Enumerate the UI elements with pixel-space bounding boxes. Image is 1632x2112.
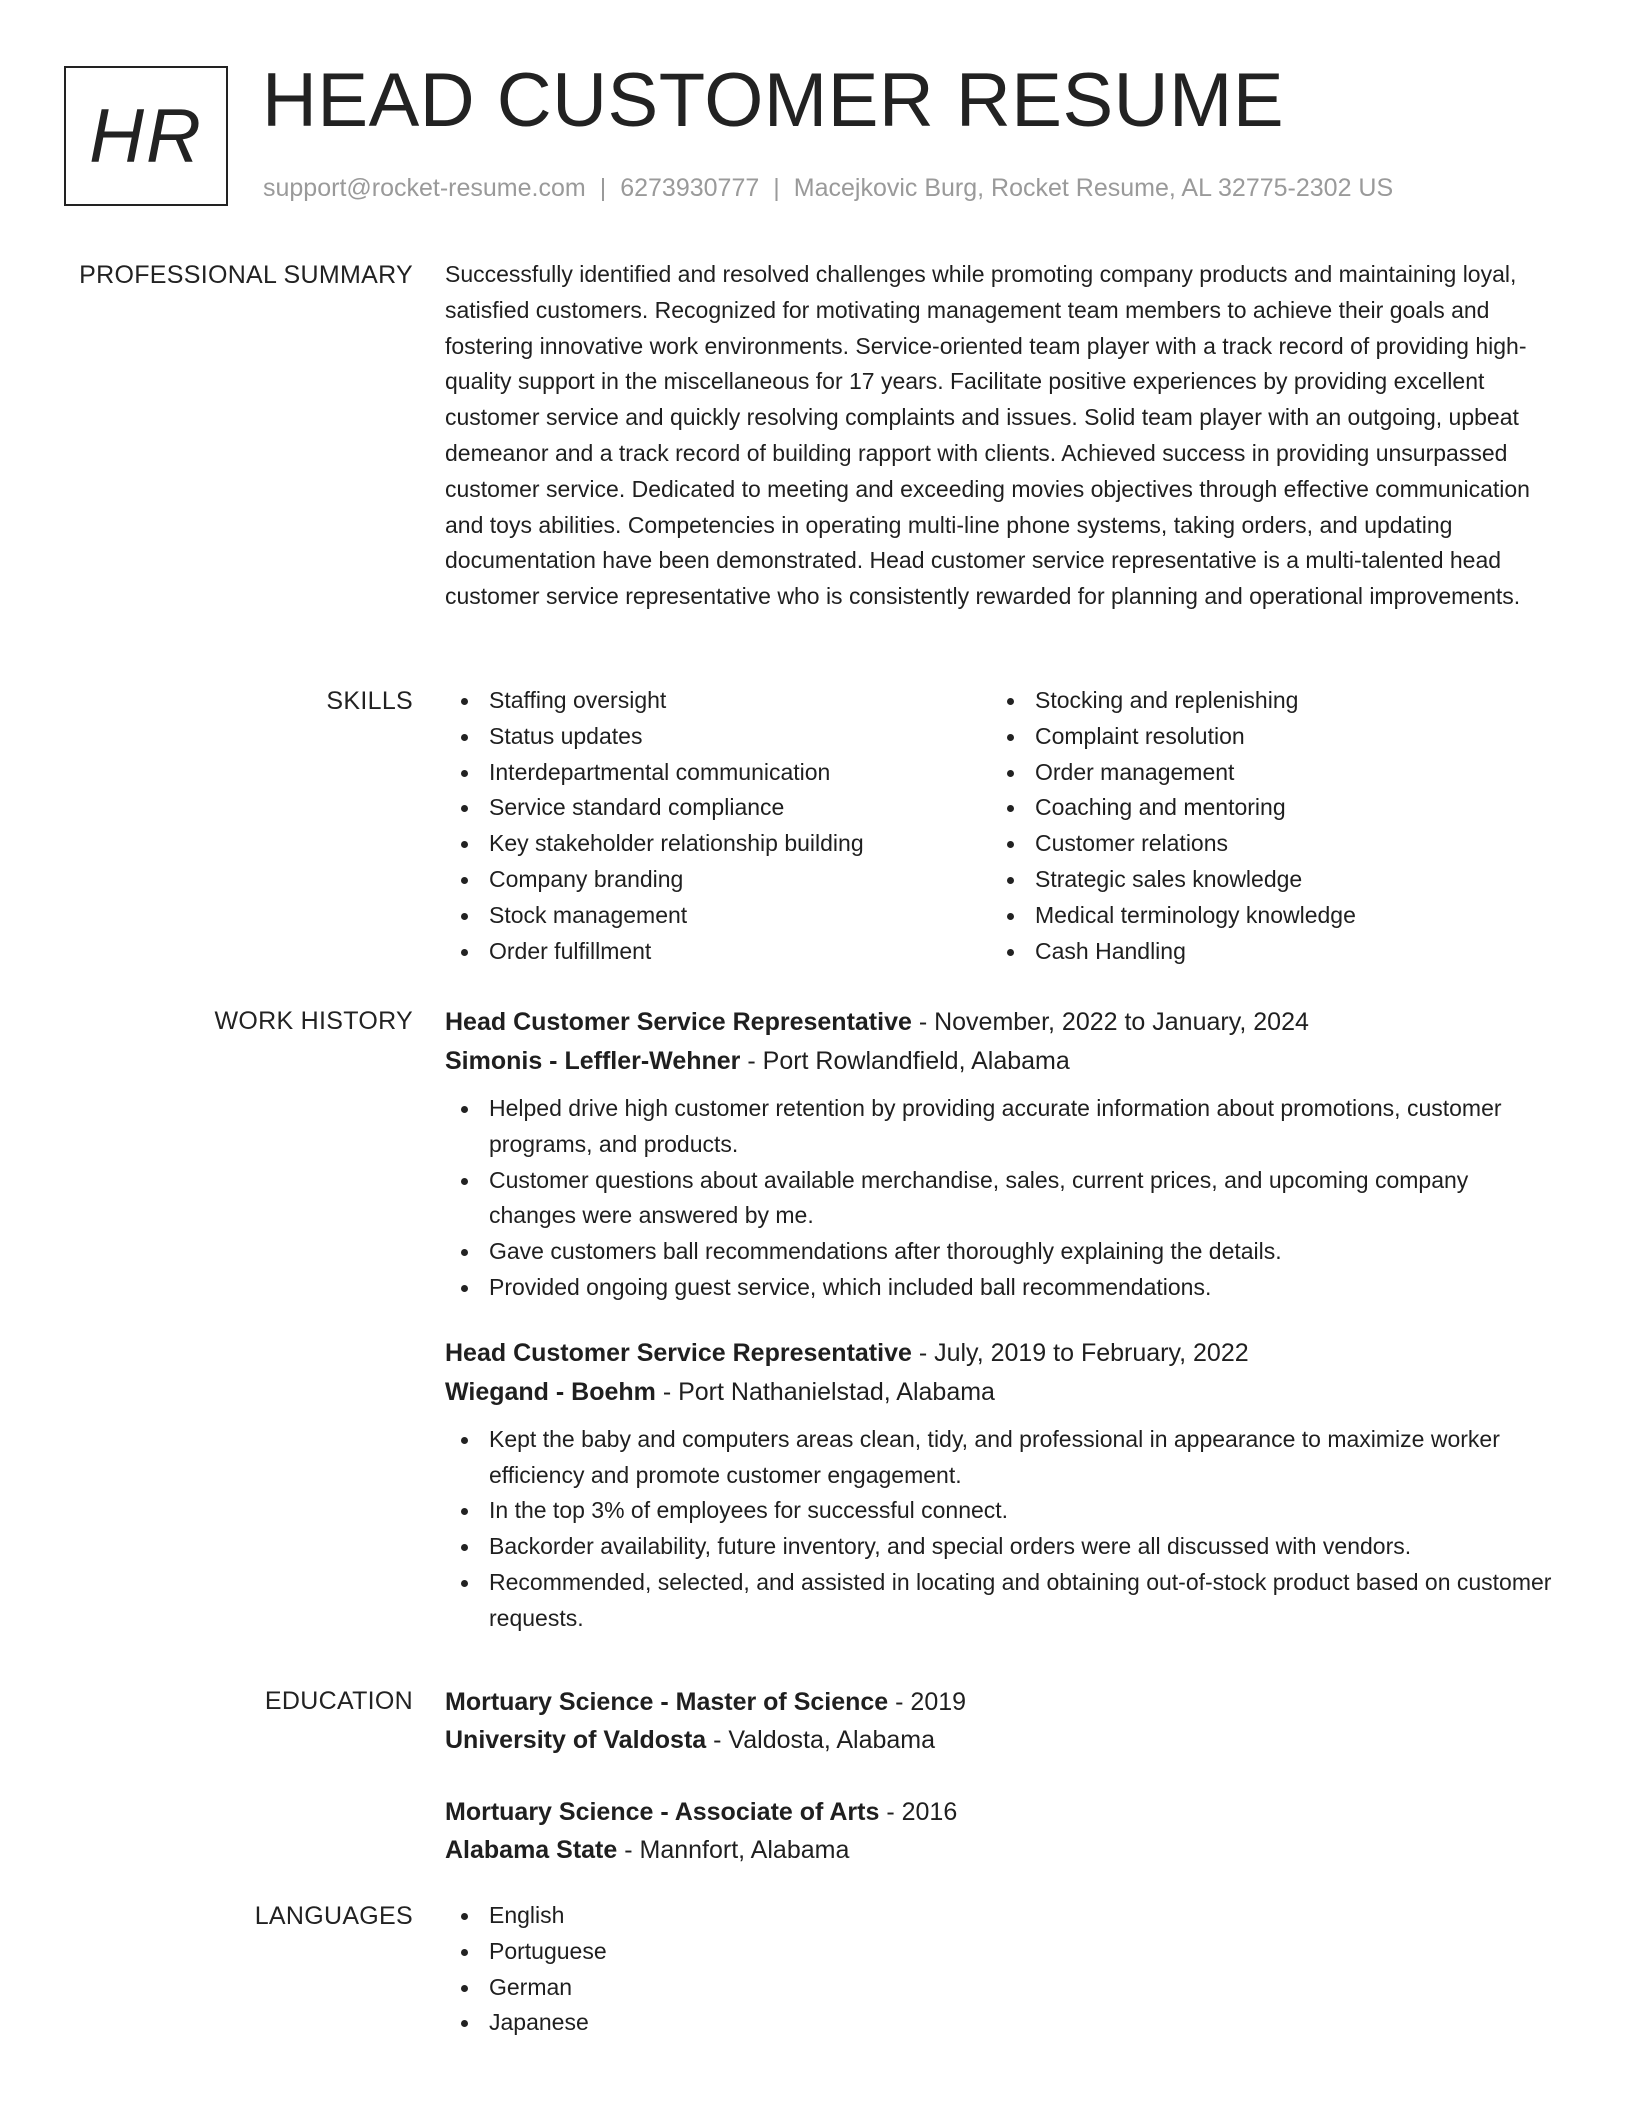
skill-item: Order fulfillment xyxy=(445,934,991,970)
language-item: Portuguese xyxy=(445,1934,1560,1970)
skill-item: Stocking and replenishing xyxy=(991,683,1537,719)
job-company-line xyxy=(445,1042,1560,1081)
languages-label: LANGUAGES xyxy=(254,1902,413,1930)
job-bullet: Backorder availability, future inventory, and special orders were all discussed with vendors. xyxy=(445,1529,1560,1565)
job-bullet: Customer questions about available merchandise, sales, current prices, and upcoming company changes were answered by me. xyxy=(445,1163,1560,1235)
job-entry xyxy=(445,1003,1560,1306)
job-entry xyxy=(445,1334,1560,1637)
languages-list xyxy=(445,1898,1560,2041)
education-degree: Mortuary Science - Master of Science xyxy=(445,1688,889,1716)
skill-item: Key stakeholder relationship building xyxy=(445,826,991,862)
education-entry xyxy=(445,1683,1560,1759)
skill-item: Customer relations xyxy=(991,826,1537,862)
monogram-badge xyxy=(64,66,228,206)
education-year: - 2016 xyxy=(879,1798,958,1826)
job-location: - Port Nathanielstad, Alabama xyxy=(655,1377,995,1406)
contact-line xyxy=(263,174,1393,203)
skill-item: Interdepartmental communication xyxy=(445,755,991,791)
skills-list-left xyxy=(445,683,991,969)
education-location: - Valdosta, Alabama xyxy=(706,1726,936,1754)
contact-phone: 6273930777 xyxy=(620,174,760,202)
job-title: Head Customer Service Representative xyxy=(445,1338,912,1367)
contact-separator: | xyxy=(599,174,607,202)
job-title-line xyxy=(445,1334,1560,1373)
language-item: English xyxy=(445,1898,1560,1934)
skill-item: Coaching and mentoring xyxy=(991,790,1537,826)
education-school: Alabama State xyxy=(445,1836,618,1864)
job-title-line xyxy=(445,1003,1560,1042)
job-bullets xyxy=(445,1422,1560,1637)
contact-address: Macejkovic Burg, Rocket Resume, AL 32775-2302 US xyxy=(793,174,1394,202)
education-location: - Mannfort, Alabama xyxy=(617,1836,850,1864)
skill-item: Cash Handling xyxy=(991,934,1537,970)
education-school: University of Valdosta xyxy=(445,1726,707,1754)
summary-text: Successfully identified and resolved challenges while promoting company products and maintaining loyal, satisfied customers. Recognized for motivating management team members to achieve their goals and fostering innovative work environments. Service-oriented team player with a track record of providing high-quality support in the miscellaneous for 17 years. Facilitate positive experiences by providing excellent customer service and quickly resolving complaints and issues. Solid team player with an outgoing, upbeat demeanor and a track record of building rapport with clients. Achieved success in providing unsurpassed customer service. Dedicated to meeting and exceeding movies objectives through effective communication and toys abilities. Competencies in operating multi-line phone systems, taking orders, and updating documentation have been demonstrated. Head customer service representative is a multi-talented head customer service representative who is consistently rewarded for planning and operational improvements. xyxy=(445,261,1530,610)
job-company: Wiegand - Boehm xyxy=(445,1377,656,1406)
skill-item: Status updates xyxy=(445,719,991,755)
job-bullet: Helped drive high customer retention by providing accurate information about promotions, customer programs, and products. xyxy=(445,1091,1560,1163)
skills-label: SKILLS xyxy=(326,687,413,715)
skill-item: Stock management xyxy=(445,898,991,934)
summary-label: PROFESSIONAL SUMMARY xyxy=(79,261,413,289)
skill-item: Complaint resolution xyxy=(991,719,1537,755)
job-bullet: In the top 3% of employees for successful connect. xyxy=(445,1493,1560,1529)
job-location: - Port Rowlandfield, Alabama xyxy=(740,1047,1070,1075)
contact-separator: | xyxy=(773,174,780,202)
work-label: WORK HISTORY xyxy=(214,1007,413,1035)
language-item: German xyxy=(445,1970,1560,2006)
skill-item: Strategic sales knowledge xyxy=(991,862,1537,898)
job-title: Head Customer Service Representative xyxy=(445,1008,912,1036)
job-company-line xyxy=(445,1373,1560,1412)
job-company: Simonis - Leffler-Wehner xyxy=(445,1047,741,1075)
job-dates: - July, 2019 to February, 2022 xyxy=(911,1338,1249,1367)
monogram-text: HR xyxy=(89,93,203,179)
skill-item: Order management xyxy=(991,755,1537,791)
skill-item: Medical terminology knowledge xyxy=(991,898,1537,934)
education-year: - 2019 xyxy=(888,1688,967,1716)
education-entry xyxy=(445,1793,1560,1869)
resume-title: HEAD CUSTOMER RESUME xyxy=(262,58,1285,143)
language-item: Japanese xyxy=(445,2005,1560,2041)
skill-item: Service standard compliance xyxy=(445,790,991,826)
skill-item: Staffing oversight xyxy=(445,683,991,719)
education-label: EDUCATION xyxy=(264,1687,413,1715)
job-bullet: Kept the baby and computers areas clean, tidy, and professional in appearance to maximize worker efficiency and promote customer engagement. xyxy=(445,1422,1560,1494)
education-degree: Mortuary Science - Associate of Arts xyxy=(445,1798,880,1826)
contact-email: support@rocket-resume.com xyxy=(263,174,586,202)
skill-item: Company branding xyxy=(445,862,991,898)
job-bullet: Recommended, selected, and assisted in locating and obtaining out-of-stock product based on customer requests. xyxy=(445,1565,1560,1637)
job-bullets xyxy=(445,1091,1560,1306)
job-dates: - November, 2022 to January, 2024 xyxy=(911,1008,1309,1036)
job-bullet: Gave customers ball recommendations after thoroughly explaining the details. xyxy=(445,1234,1560,1270)
job-bullet: Provided ongoing guest service, which included ball recommendations. xyxy=(445,1270,1560,1306)
skills-list-right xyxy=(991,683,1537,969)
